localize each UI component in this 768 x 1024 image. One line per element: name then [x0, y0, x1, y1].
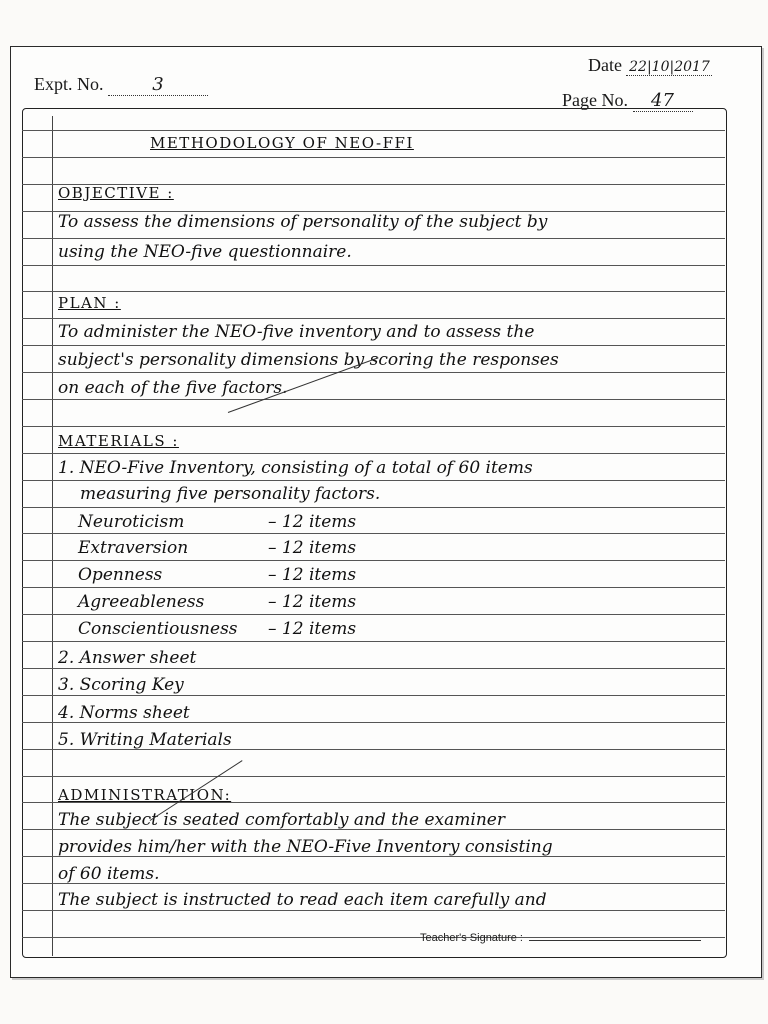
factor-row	[78, 619, 356, 639]
experiment-number-label: Expt. No.	[34, 74, 104, 94]
factor-name: Openness	[78, 565, 163, 585]
margin-line	[52, 116, 53, 956]
factor-row	[78, 512, 356, 532]
factor-row	[78, 538, 356, 558]
factor-row	[78, 565, 356, 585]
ruled-line	[22, 641, 725, 642]
factor-count: – 12 items	[268, 619, 357, 639]
administration-line-3: of 60 items.	[58, 864, 160, 884]
factor-name: Conscientiousness	[78, 619, 238, 639]
ruled-line	[22, 399, 725, 400]
factor-count: – 12 items	[268, 538, 357, 558]
teacher-signature-label: Teacher's Signature :	[420, 932, 523, 944]
ruled-line	[22, 453, 725, 454]
objective-line-1: To assess the dimensions of personality of the subject by	[58, 212, 548, 232]
materials-item-4: 4. Norms sheet	[58, 703, 190, 723]
materials-item-2: 2. Answer sheet	[58, 648, 197, 668]
ruled-line	[22, 533, 725, 534]
factor-row	[78, 592, 356, 612]
ruled-line	[22, 318, 725, 319]
factor-count: – 12 items	[268, 592, 357, 612]
materials-heading: MATERIALS :	[58, 432, 179, 450]
factor-name: Extraversion	[78, 538, 189, 558]
ruled-line	[22, 291, 725, 292]
ruled-line	[22, 372, 725, 373]
plan-line-2: subject's personality dimensions by scoring the responses	[58, 350, 559, 370]
materials-item-3: 3. Scoring Key	[58, 675, 184, 695]
administration-heading: ADMINISTRATION:	[58, 786, 232, 804]
date-label: Date	[588, 55, 622, 75]
ruled-line	[22, 695, 725, 696]
ruled-line	[22, 560, 725, 561]
ruled-line	[22, 668, 725, 669]
factor-count: – 12 items	[268, 565, 357, 585]
ruled-line	[22, 507, 725, 508]
materials-item-5: 5. Writing Materials	[58, 730, 232, 750]
ruled-line	[22, 910, 725, 911]
signature-line	[529, 940, 701, 941]
page-number-label: Page No.	[562, 90, 628, 110]
page-number-value: 47	[633, 90, 693, 112]
factor-name: Neuroticism	[78, 512, 185, 532]
teacher-signature	[420, 932, 701, 944]
ruled-line	[22, 265, 725, 266]
factor-name: Agreeableness	[78, 592, 205, 612]
page-title: METHODOLOGY OF NEO-FFI	[150, 134, 414, 152]
date-value: 22|10|2017	[626, 59, 712, 76]
objective-line-2: using the NEO-five questionnaire.	[58, 242, 352, 262]
ruled-line	[22, 587, 725, 588]
administration-line-2: provides him/her with the NEO-Five Inventory consisting	[58, 837, 553, 857]
factor-count: – 12 items	[268, 512, 357, 532]
date-field	[588, 55, 712, 76]
ruled-line	[22, 157, 725, 158]
administration-line-1: The subject is seated comfortably and the examiner	[58, 810, 505, 830]
plan-heading: PLAN :	[58, 294, 121, 312]
objective-heading: OBJECTIVE :	[58, 184, 174, 202]
materials-line-2: measuring five personality factors.	[80, 484, 381, 504]
plan-line-3: on each of the five factors.	[58, 378, 288, 398]
ruled-line	[22, 480, 725, 481]
ruled-line	[22, 130, 725, 131]
materials-line-1: 1. NEO-Five Inventory, consisting of a total of 60 items	[58, 458, 533, 478]
experiment-number-value: 3	[108, 74, 208, 96]
plan-line-1: To administer the NEO-five inventory and to assess the	[58, 322, 535, 342]
experiment-number-field	[34, 74, 208, 96]
ruled-line	[22, 238, 725, 239]
ruled-line	[22, 614, 725, 615]
administration-line-4: The subject is instructed to read each item carefully and	[58, 890, 547, 910]
ruled-line	[22, 776, 725, 777]
ruled-line	[22, 426, 725, 427]
ruled-line	[22, 345, 725, 346]
